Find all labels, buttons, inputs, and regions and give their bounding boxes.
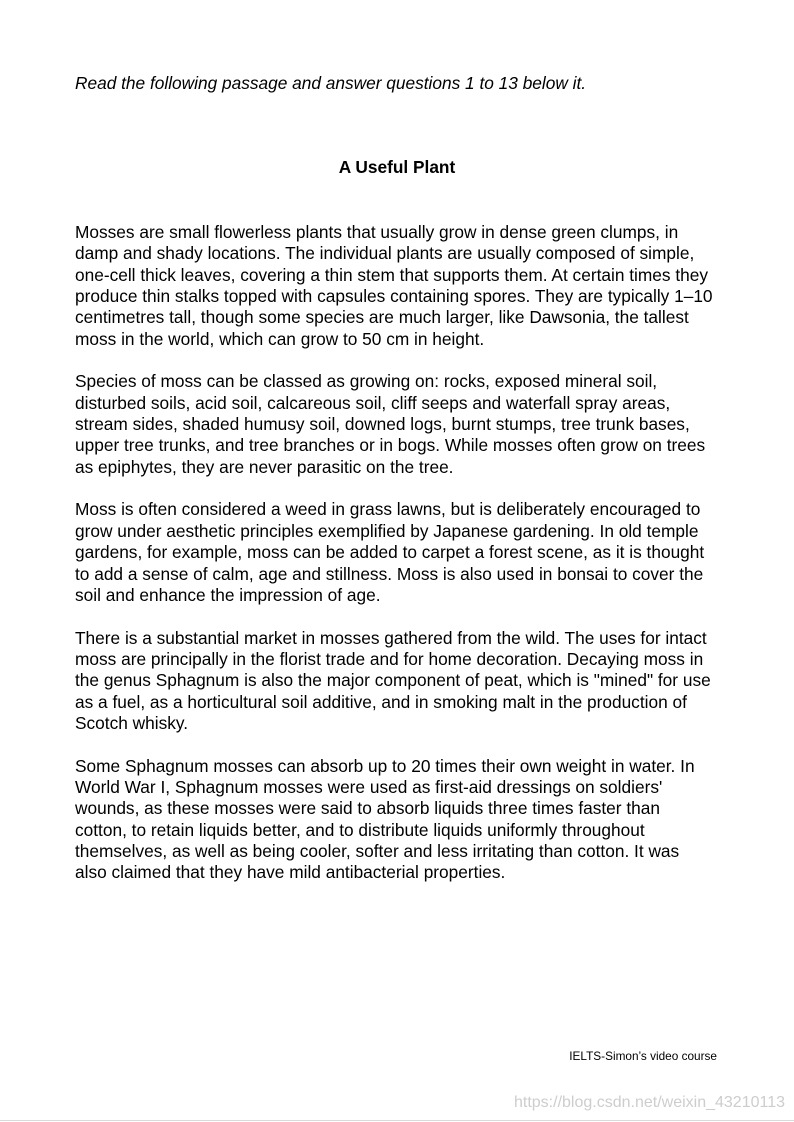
passage-line: World War I, Sphagnum mosses were used as first-aid dressings on soldiers' — [75, 776, 663, 797]
page-bottom-edge — [0, 1120, 794, 1121]
passage-line: produce thin stalks topped with capsules containing spores. They are typically 1–10 — [75, 286, 713, 307]
passage-line: cotton, to retain liquids better, and to distribute liquids uniformly throughout — [75, 819, 645, 840]
passage-line: There is a substantial market in mosses gathered from the wild. The uses for intact — [75, 627, 707, 648]
passage-line: Some Sphagnum mosses can absorb up to 20 times their own weight in water. In — [75, 755, 695, 776]
passage-line: Species of moss can be classed as growing on: rocks, exposed mineral soil, — [75, 371, 658, 392]
paragraph-4 — [75, 628, 735, 735]
passage-line: centimetres tall, though some species are much larger, like Dawsonia, the tallest — [75, 307, 689, 328]
passage-line: as a fuel, as a horticultural soil additive, and in smoking malt in the production of — [75, 691, 687, 712]
paragraph-5 — [75, 756, 735, 884]
passage-line: Mosses are small flowerless plants that usually grow in dense green clumps, in — [75, 222, 679, 242]
passage-line: the genus Sphagnum is also the major component of peat, which is "mined" for use — [75, 670, 711, 691]
passage-line: one-cell thick leaves, covering a thin stem that supports them. At certain times they — [75, 264, 708, 285]
passage-line: moss in the world, which can grow to 50 cm in height. — [75, 328, 485, 349]
passage-line: as epiphytes, they are never parasitic on the tree. — [75, 456, 454, 477]
paragraph-2 — [75, 371, 735, 478]
passage-line: Moss is often considered a weed in grass lawns, but is deliberately encouraged to — [75, 499, 701, 520]
passage-line: upper tree trunks, and tree branches or in bogs. While mosses often grow on trees — [75, 435, 706, 456]
passage-line: Scotch whisky. — [75, 712, 189, 733]
passage-line: damp and shady locations. The individual plants are usually composed of simple, — [75, 243, 695, 264]
passage-line: wounds, as these mosses were said to absorb liquids three times faster than — [75, 798, 660, 819]
page-footer: IELTS-Simon’s video course — [569, 1049, 717, 1063]
passage-line: also claimed that they have mild antibacterial properties. — [75, 862, 506, 883]
passage-body — [75, 222, 735, 905]
passage-line: disturbed soils, acid soil, calcareous soil, cliff seeps and waterfall spray areas, — [75, 392, 671, 413]
passage-line: themselves, as well as being cooler, softer and less irritating than cotton. It was — [75, 840, 680, 861]
passage-line: moss are principally in the florist trade and for home decoration. Decaying moss in — [75, 648, 704, 669]
paragraph-1 — [75, 222, 735, 350]
passage-line: stream sides, shaded humusy soil, downed logs, burnt stumps, tree trunk bases, — [75, 414, 690, 435]
passage-line: gardens, for example, moss can be added to carpet a forest scene, as it is thought — [75, 542, 705, 563]
passage-line: to add a sense of calm, age and stillness. Moss is also used in bonsai to cover the — [75, 563, 704, 584]
passage-title: A Useful Plant — [338, 157, 456, 177]
passage-line: grow under aesthetic principles exemplified by Japanese gardening. In old temple — [75, 520, 699, 541]
source-watermark: https://blog.csdn.net/weixin_43210113 — [513, 1094, 785, 1111]
instruction-text: Read the following passage and answer questions 1 to 13 below it. — [75, 73, 587, 93]
passage-line: soil and enhance the impression of age. — [75, 584, 381, 605]
paragraph-3 — [75, 499, 735, 606]
